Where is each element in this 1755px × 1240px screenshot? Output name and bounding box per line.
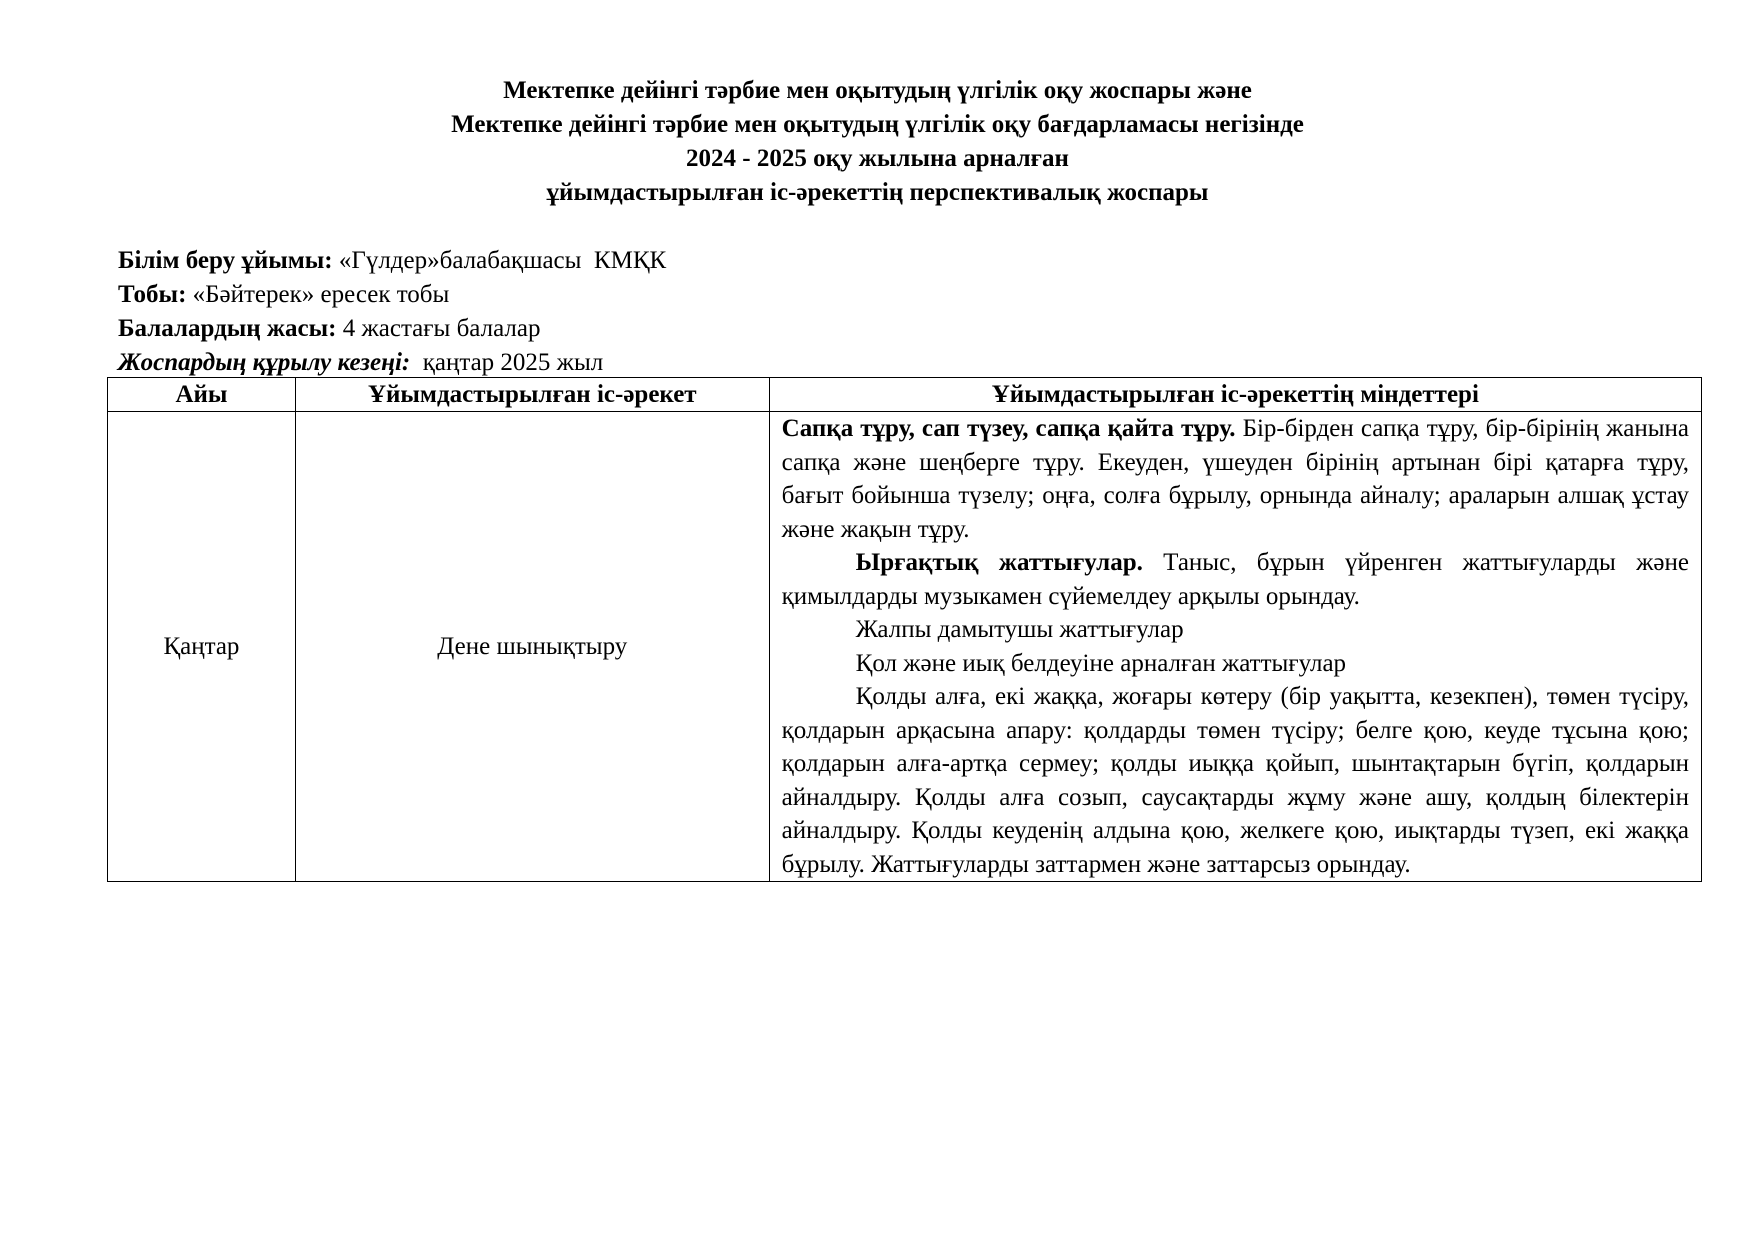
task-2-heading: Ырғақтық жаттығулар. (855, 549, 1143, 576)
meta-group (118, 278, 666, 312)
task-paragraph-2 (782, 546, 1689, 613)
meta-organization-value: «Гүлдер»балабақшасы КМҚК (332, 247, 667, 274)
table-header-row (108, 378, 1702, 412)
task-2-text: Таныс, бұрын үйренген жаттығуларды және қимылдарды музыкамен сүйемелдеу арқылы орындау. (781, 549, 1689, 610)
header-activity: Ұйымдастырылған іс-әрекет (295, 378, 769, 412)
meta-organization-label: Білім беру ұйымы: (118, 247, 333, 274)
task-paragraph-3: Жалпы дамытушы жаттығулар (855, 616, 1184, 643)
title-line-4: ұйымдастырылған іс-әрекеттің перспективалық жоспары (546, 179, 1209, 206)
meta-age-value: 4 жастағы балалар (336, 315, 541, 342)
meta-group-label: Тобы: (118, 281, 187, 308)
header-month: Айы (108, 378, 296, 412)
meta-period-value: қаңтар 2025 жыл (410, 349, 604, 376)
cell-tasks (769, 412, 1701, 882)
task-1-text: Бір-бірден сапқа тұру, бір-бірінің жанына сапқа және шеңберге тұру. Екеуден, үшеуден бірінің артынан бірі қатарға тұру, бағыт бойынша түзелу; оңға, солға бұрылу, орнында айналу; араларын алшақ ұстау және жақын тұру. (781, 415, 1689, 543)
header-tasks: Ұйымдастырылған іс-әрекеттің міндеттері (769, 378, 1701, 412)
document-title (0, 74, 1755, 210)
cell-activity: Дене шынықтыру (295, 412, 769, 882)
task-paragraph-1 (782, 412, 1689, 546)
meta-age-label: Балалардың жасы: (118, 315, 337, 342)
meta-period (118, 346, 666, 380)
meta-age (118, 312, 666, 346)
table-row (108, 412, 1702, 882)
title-line-3: 2024 - 2025 оқу жылына арналған (686, 145, 1069, 172)
cell-month: Қаңтар (108, 412, 296, 882)
meta-organization (118, 244, 666, 278)
meta-period-label: Жоспардың құрылу кезеңі: (118, 349, 411, 376)
meta-group-value: «Бәйтерек» ересек тобы (186, 281, 450, 308)
document-meta (118, 244, 666, 380)
task-paragraph-4: Қол және иық белдеуіне арналған жаттығулар (855, 649, 1347, 677)
plan-table (107, 377, 1702, 882)
title-line-2: Мектепке дейінгі тәрбие мен оқытудың үлгілік оқу бағдарламасы негізінде (451, 111, 1304, 138)
task-1-heading: Сапқа тұру, сап түзеу, сапқа қайта тұру. (781, 415, 1236, 442)
title-line-1: Мектепке дейінгі тәрбие мен оқытудың үлгілік оқу жоспары және (503, 77, 1252, 104)
task-paragraph-5: Қолды алға, екі жаққа, жоғары көтеру (бір уақытта, кезекпен), төмен түсіру, қолдарын арқасына апару: қолдарды төмен түсіру; белге қою, кеуде тұсына қою; қолдарын алға-артқа сермеу; қолды иыққа қойып, шынтақтарын бүгіп, қолдарын айналдыру. Қолды алға созып, саусақтарды жұму және ашу, қолдың білектерін айналдыру. Қолды кеуденің алдына қою, желкеге қою, иықтарды түзеп, екі жаққа бұрылу. Жаттығуларды заттармен және заттарсыз орындау. (781, 683, 1689, 878)
